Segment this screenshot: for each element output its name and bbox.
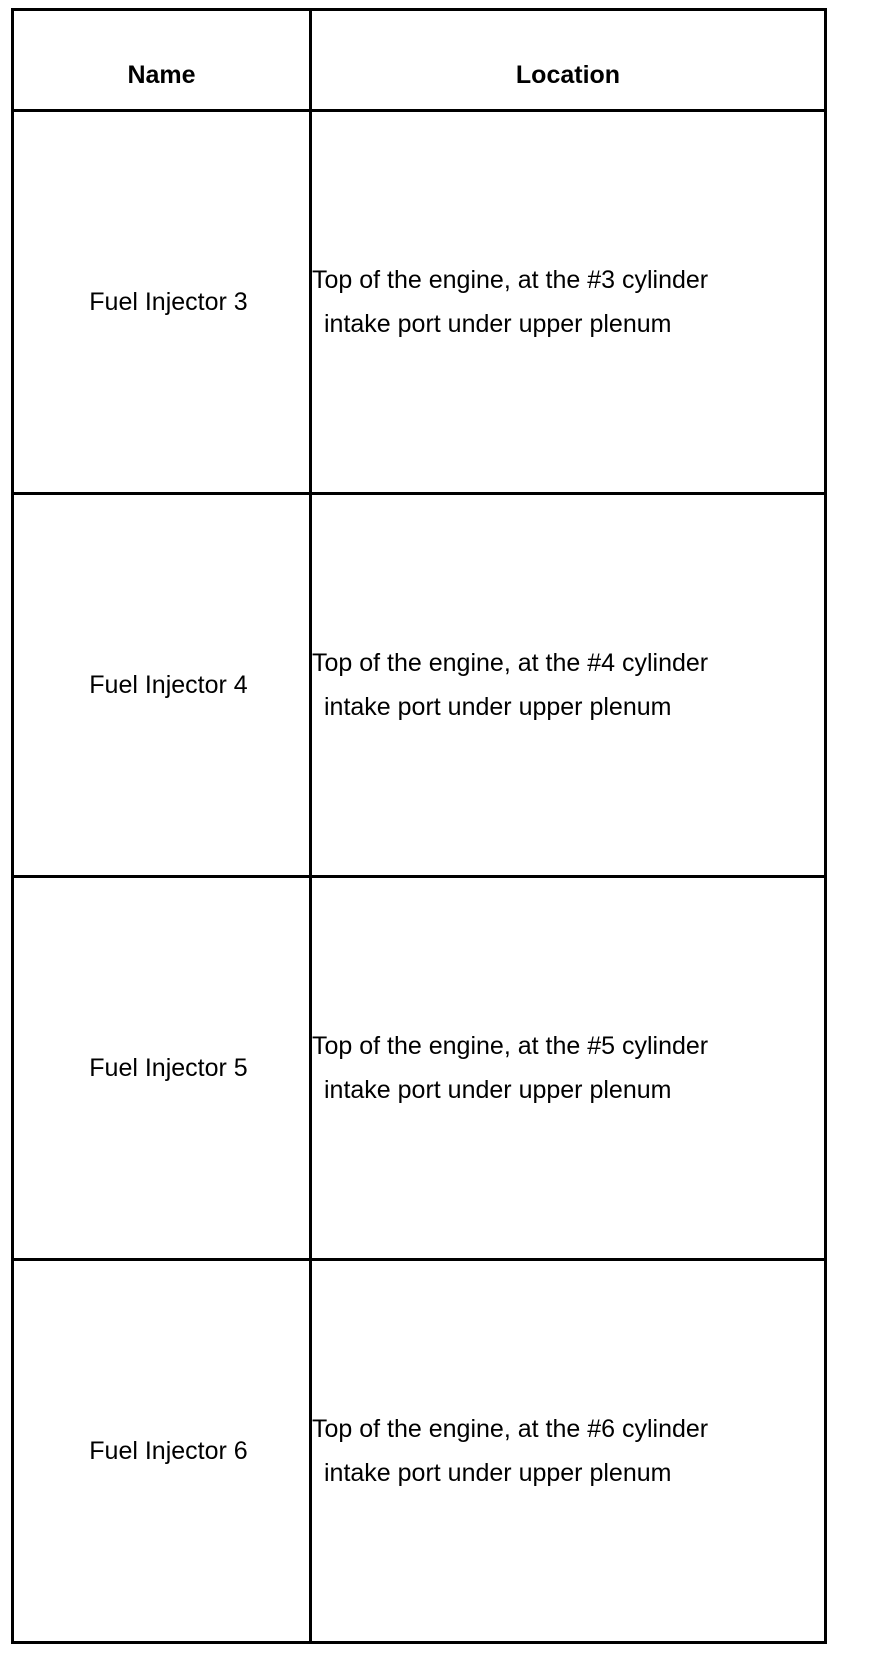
location-line: Top of the engine, at the #4 cylinder [312,649,709,677]
component-location-table [11,8,827,1644]
component-location [311,1260,826,1643]
location-line: Top of the engine, at the #6 cylinder [312,1415,709,1443]
table-row [13,1260,826,1643]
component-name: Fuel Injector 4 [13,494,311,877]
column-header-name: Name [13,10,311,111]
component-name: Fuel Injector 6 [13,1260,311,1643]
location-line: intake port under upper plenum [324,693,672,721]
table-row [13,877,826,1260]
header-row [13,10,826,111]
table-row [13,111,826,494]
component-location [311,877,826,1260]
location-line: Top of the engine, at the #3 cylinder [312,266,709,294]
component-location [311,494,826,877]
location-line: intake port under upper plenum [324,1076,672,1104]
column-header-location: Location [311,10,826,111]
location-line: intake port under upper plenum [324,310,672,338]
component-name: Fuel Injector 5 [13,877,311,1260]
component-location [311,111,826,494]
table-row [13,494,826,877]
location-line: intake port under upper plenum [324,1459,672,1487]
location-line: Top of the engine, at the #5 cylinder [312,1032,709,1060]
component-name: Fuel Injector 3 [13,111,311,494]
